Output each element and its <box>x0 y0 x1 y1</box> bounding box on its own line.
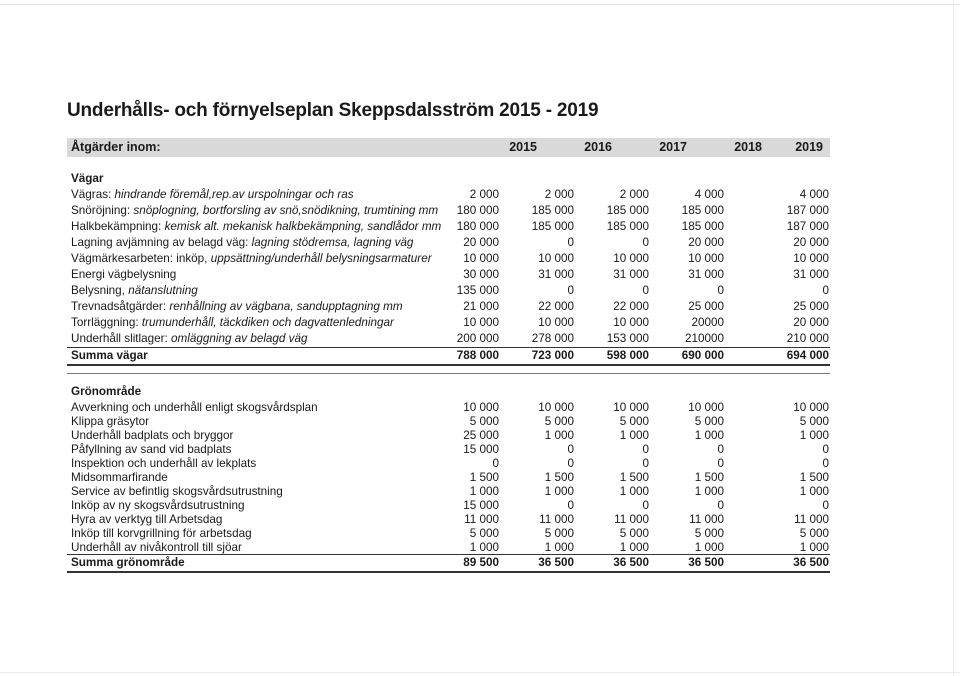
vagar-row-value: 185 000 <box>531 204 574 217</box>
gron-row-value: 0 <box>717 499 724 512</box>
gron-row-value: 1 000 <box>544 429 574 442</box>
gron-sum-2019: 36 500 <box>793 556 829 569</box>
gron-row-value: 0 <box>492 457 499 470</box>
gron-row-value: 1 000 <box>469 541 499 554</box>
vagar-row-value: 20 000 <box>793 236 829 249</box>
vagar-row-value: 2 000 <box>544 188 574 201</box>
gron-row-value: 0 <box>822 443 829 456</box>
vagar-row-value: 25 000 <box>793 300 829 313</box>
gron-row-value: 5 000 <box>799 415 829 428</box>
gron-row-label: Underhåll badplats och bryggor <box>71 429 234 442</box>
vagar-row-prefix: Belysning, <box>71 284 125 297</box>
gron-title-row <box>67 384 830 400</box>
gron-row <box>67 512 830 526</box>
gron-row-value: 1 000 <box>469 485 499 498</box>
vagar-row-value: 2 000 <box>619 188 649 201</box>
gron-row-value: 11 000 <box>614 513 649 526</box>
gron-row-value: 25 000 <box>463 429 499 442</box>
gron-row-value: 1 000 <box>619 485 649 498</box>
gron-row <box>67 442 830 456</box>
year-2019: 2019 <box>795 140 823 154</box>
vagar-row-value: 20 000 <box>688 236 724 249</box>
vagar-row <box>67 331 830 348</box>
gron-row-value: 5 000 <box>544 415 574 428</box>
gron-sum-2017: 36 500 <box>613 556 649 569</box>
gron-row-label: Underhåll av nivåkontroll till sjöar <box>71 541 242 554</box>
gron-row-value: 5 000 <box>799 527 829 540</box>
header-band <box>67 138 830 157</box>
gron-row-value: 0 <box>567 499 574 512</box>
top-border <box>0 4 960 5</box>
vagar-row-desc: lagning stödremsa, lagning väg <box>251 236 414 249</box>
vagar-row-value: 185 000 <box>606 220 649 233</box>
gron-sum-2018: 36 500 <box>688 556 724 569</box>
gron-row-value: 1 500 <box>469 471 499 484</box>
gron-row-value: 1 000 <box>544 485 574 498</box>
gron-row-value: 5 000 <box>694 415 724 428</box>
gron-row <box>67 540 830 555</box>
vagar-row-value: 20 000 <box>793 316 829 329</box>
vagar-row-desc: hindrande föremål,rep.av urspolningar och ras <box>114 188 354 201</box>
gron-row-value: 0 <box>822 457 829 470</box>
vagar-row-value: 10 000 <box>538 316 574 329</box>
vagar-row-label <box>71 252 432 265</box>
gron-row-value: 10 000 <box>688 401 724 414</box>
vagar-row-value: 10 000 <box>613 316 649 329</box>
gron-row-label: Midsommarfirande <box>71 471 168 484</box>
vagar-row-value: 185 000 <box>531 220 574 233</box>
vagar-row-value: 20 000 <box>463 236 499 249</box>
vagar-row <box>67 315 830 331</box>
gron-row-value: 1 500 <box>799 471 829 484</box>
gron-row <box>67 498 830 512</box>
gron-row-label: Inspektion och underhåll av lekplats <box>71 457 257 470</box>
vagar-row-value: 4 000 <box>799 188 829 201</box>
vagar-row <box>67 187 830 203</box>
vagar-row <box>67 283 830 299</box>
vagar-row-label <box>71 300 403 313</box>
gron-row-value: 5 000 <box>619 415 649 428</box>
section-divider <box>67 373 830 374</box>
right-border <box>953 0 954 676</box>
gron-row-value: 1 000 <box>694 541 724 554</box>
gron-row-label: Inköp av ny skogsvårdsutrustning <box>71 499 245 512</box>
year-2016: 2016 <box>584 140 612 154</box>
vagar-sum-2018: 690 000 <box>681 349 724 362</box>
vagar-row-value: 187 000 <box>786 220 829 233</box>
gron-row-value: 5 000 <box>694 527 724 540</box>
gron-row-value: 1 000 <box>619 429 649 442</box>
vagar-row-label <box>71 316 394 329</box>
vagar-row-value: 22 000 <box>613 300 649 313</box>
gron-row-value: 0 <box>567 457 574 470</box>
vagar-row-value: 25 000 <box>688 300 724 313</box>
vagar-row-value: 153 000 <box>606 332 649 345</box>
vagar-row-label <box>71 284 198 297</box>
gron-row-value: 11 000 <box>689 513 724 526</box>
gron-row-value: 11 000 <box>794 513 829 526</box>
gron-row-value: 15 000 <box>463 443 499 456</box>
gron-row <box>67 470 830 484</box>
vagar-row <box>67 203 830 219</box>
vagar-row-value: 10 000 <box>463 316 499 329</box>
vagar-row-value: 10 000 <box>463 252 499 265</box>
gron-sum-2015: 89 500 <box>463 556 499 569</box>
vagar-row-value: 0 <box>567 284 574 297</box>
vagar-row-prefix: Snöröjning: <box>71 204 131 217</box>
gron-row-value: 1 000 <box>619 541 649 554</box>
vagar-row-value: 210000 <box>684 332 724 345</box>
vagar-row-value: 20000 <box>691 316 724 329</box>
vagar-row-value: 2 000 <box>469 188 499 201</box>
vagar-title-row <box>67 171 830 187</box>
gron-row-label: Inköp till korvgrillning för arbetsdag <box>71 527 252 540</box>
vagar-row <box>67 219 830 235</box>
vagar-row-value: 31 000 <box>538 268 574 281</box>
year-2015: 2015 <box>509 140 537 154</box>
gron-row <box>67 526 830 540</box>
vagar-row-value: 31 000 <box>613 268 649 281</box>
page-title: Underhålls- och förnyelseplan Skeppsdalsström 2015 - 2019 <box>67 100 599 121</box>
vagar-row <box>67 235 830 251</box>
gron-row-value: 5 000 <box>469 527 499 540</box>
gron-row-value: 0 <box>822 499 829 512</box>
gron-sum-row <box>67 555 830 573</box>
vagar-row <box>67 267 830 283</box>
bottom-border <box>0 672 960 673</box>
vagar-section <box>67 171 830 366</box>
vagar-row-value: 0 <box>717 284 724 297</box>
gron-row-value: 0 <box>642 443 649 456</box>
vagar-row-value: 10 000 <box>538 252 574 265</box>
gron-row-value: 10 000 <box>538 401 574 414</box>
vagar-row-value: 185 000 <box>681 220 724 233</box>
gron-sum-2016: 36 500 <box>538 556 574 569</box>
vagar-row <box>67 299 830 315</box>
gron-row-value: 5 000 <box>544 527 574 540</box>
gron-row-value: 0 <box>642 457 649 470</box>
gron-row-value: 15 000 <box>463 499 499 512</box>
gron-row-value: 1 500 <box>694 471 724 484</box>
gron-sum-label: Summa grönområde <box>71 556 185 569</box>
vagar-row-desc: kemisk alt. mekanisk halkbekämpning, sandlådor mm <box>164 220 442 233</box>
vagar-row-value: 31 000 <box>793 268 829 281</box>
vagar-row-prefix: Torrläggning: <box>71 316 139 329</box>
year-2017: 2017 <box>659 140 687 154</box>
vagar-row-value: 0 <box>642 236 649 249</box>
vagar-row-desc: snöplogning, bortforsling av snö,snödikning, trumtining mm <box>133 204 439 217</box>
vagar-row-label <box>71 220 441 233</box>
vagar-row-value: 210 000 <box>786 332 829 345</box>
gron-row-value: 5 000 <box>619 527 649 540</box>
gron-row-value: 0 <box>567 443 574 456</box>
gron-row <box>67 414 830 428</box>
gron-row-value: 0 <box>642 499 649 512</box>
vagar-row-label <box>71 236 413 249</box>
gron-row <box>67 400 830 414</box>
gron-row <box>67 484 830 498</box>
vagar-sum-2017: 598 000 <box>606 349 649 362</box>
gron-row-value: 1 000 <box>544 541 574 554</box>
vagar-row-value: 21 000 <box>463 300 499 313</box>
vagar-row-value: 0 <box>567 236 574 249</box>
vagar-row-prefix: Trevnadsåtgärder: <box>71 300 167 313</box>
vagar-sum-label: Summa vägar <box>71 349 148 362</box>
gron-row-label: Avverkning och underhåll enligt skogsvårdsplan <box>71 401 318 414</box>
gron-row-value: 10 000 <box>793 401 829 414</box>
vagar-row-label <box>71 204 438 217</box>
vagar-row-prefix: Lagning avjämning av belagd väg: <box>71 236 249 249</box>
vagar-row-desc: trumunderhåll, täckdiken och dagvattenledningar <box>141 316 394 329</box>
gron-row-label: Klippa gräsytor <box>71 415 149 428</box>
vagar-row-value: 30 000 <box>463 268 499 281</box>
vagar-row-desc: omläggning av belagd väg <box>171 332 308 345</box>
vagar-row-value: 4 000 <box>694 188 724 201</box>
gron-row <box>67 428 830 442</box>
gron-section <box>67 384 830 573</box>
vagar-row-value: 10 000 <box>613 252 649 265</box>
gron-row-value: 10 000 <box>463 401 499 414</box>
vagar-row-prefix: Underhåll slitlager: <box>71 332 168 345</box>
vagar-row-value: 135 000 <box>456 284 499 297</box>
gron-row-value: 1 000 <box>694 429 724 442</box>
vagar-title: Vägar <box>71 172 104 185</box>
vagar-row-prefix: Vägmärkesarbeten: inköp, <box>71 252 208 265</box>
vagar-row-prefix: Energi vägbelysning <box>71 268 177 281</box>
vagar-row-label <box>71 188 354 201</box>
gron-row-label: Påfyllning av sand vid badplats <box>71 443 232 456</box>
vagar-row-value: 31 000 <box>688 268 724 281</box>
gron-row-value: 1 500 <box>544 471 574 484</box>
vagar-sum-2015: 788 000 <box>456 349 499 362</box>
gron-row-label: Hyra av verktyg till Arbetsdag <box>71 513 223 526</box>
vagar-row-value: 180 000 <box>456 204 499 217</box>
vagar-row-prefix: Vägras: <box>71 188 112 201</box>
gron-row-value: 0 <box>717 443 724 456</box>
vagar-row-desc: renhållning av vägbana, sandupptagning mm <box>169 300 403 313</box>
vagar-row-desc: nätanslutning <box>128 284 198 297</box>
vagar-row-value: 187 000 <box>786 204 829 217</box>
gron-row-value: 0 <box>717 457 724 470</box>
vagar-row-label <box>71 332 308 345</box>
vagar-row-value: 278 000 <box>531 332 574 345</box>
vagar-row-value: 10 000 <box>793 252 829 265</box>
gron-row-value: 10 000 <box>613 401 649 414</box>
vagar-sum-row <box>67 348 830 366</box>
gron-row-value: 1 500 <box>619 471 649 484</box>
year-2018: 2018 <box>734 140 762 154</box>
gron-row-value: 11 000 <box>464 513 499 526</box>
vagar-row-prefix: Halkbekämpning: <box>71 220 162 233</box>
gron-row-value: 1 000 <box>694 485 724 498</box>
gron-row-value: 1 000 <box>799 429 829 442</box>
vagar-row-value: 200 000 <box>456 332 499 345</box>
vagar-row-value: 185 000 <box>606 204 649 217</box>
gron-row-value: 1 000 <box>799 485 829 498</box>
gron-row <box>67 456 830 470</box>
gron-row-label: Service av befintlig skogsvårdsutrustning <box>71 485 283 498</box>
vagar-row-value: 22 000 <box>538 300 574 313</box>
vagar-sum-2019: 694 000 <box>786 349 829 362</box>
gron-title: Grönområde <box>71 385 142 398</box>
vagar-row-value: 185 000 <box>681 204 724 217</box>
vagar-row <box>67 251 830 267</box>
gron-row-value: 11 000 <box>539 513 574 526</box>
vagar-sum-2016: 723 000 <box>531 349 574 362</box>
vagar-row-label <box>71 268 176 281</box>
gron-row-value: 1 000 <box>799 541 829 554</box>
vagar-row-value: 0 <box>822 284 829 297</box>
vagar-row-value: 180 000 <box>456 220 499 233</box>
header-label: Åtgärder inom: <box>71 140 161 154</box>
vagar-row-value: 0 <box>642 284 649 297</box>
gron-row-value: 5 000 <box>469 415 499 428</box>
vagar-row-value: 10 000 <box>688 252 724 265</box>
vagar-row-desc: uppsättning/underhåll belysningsarmaturer <box>210 252 432 265</box>
